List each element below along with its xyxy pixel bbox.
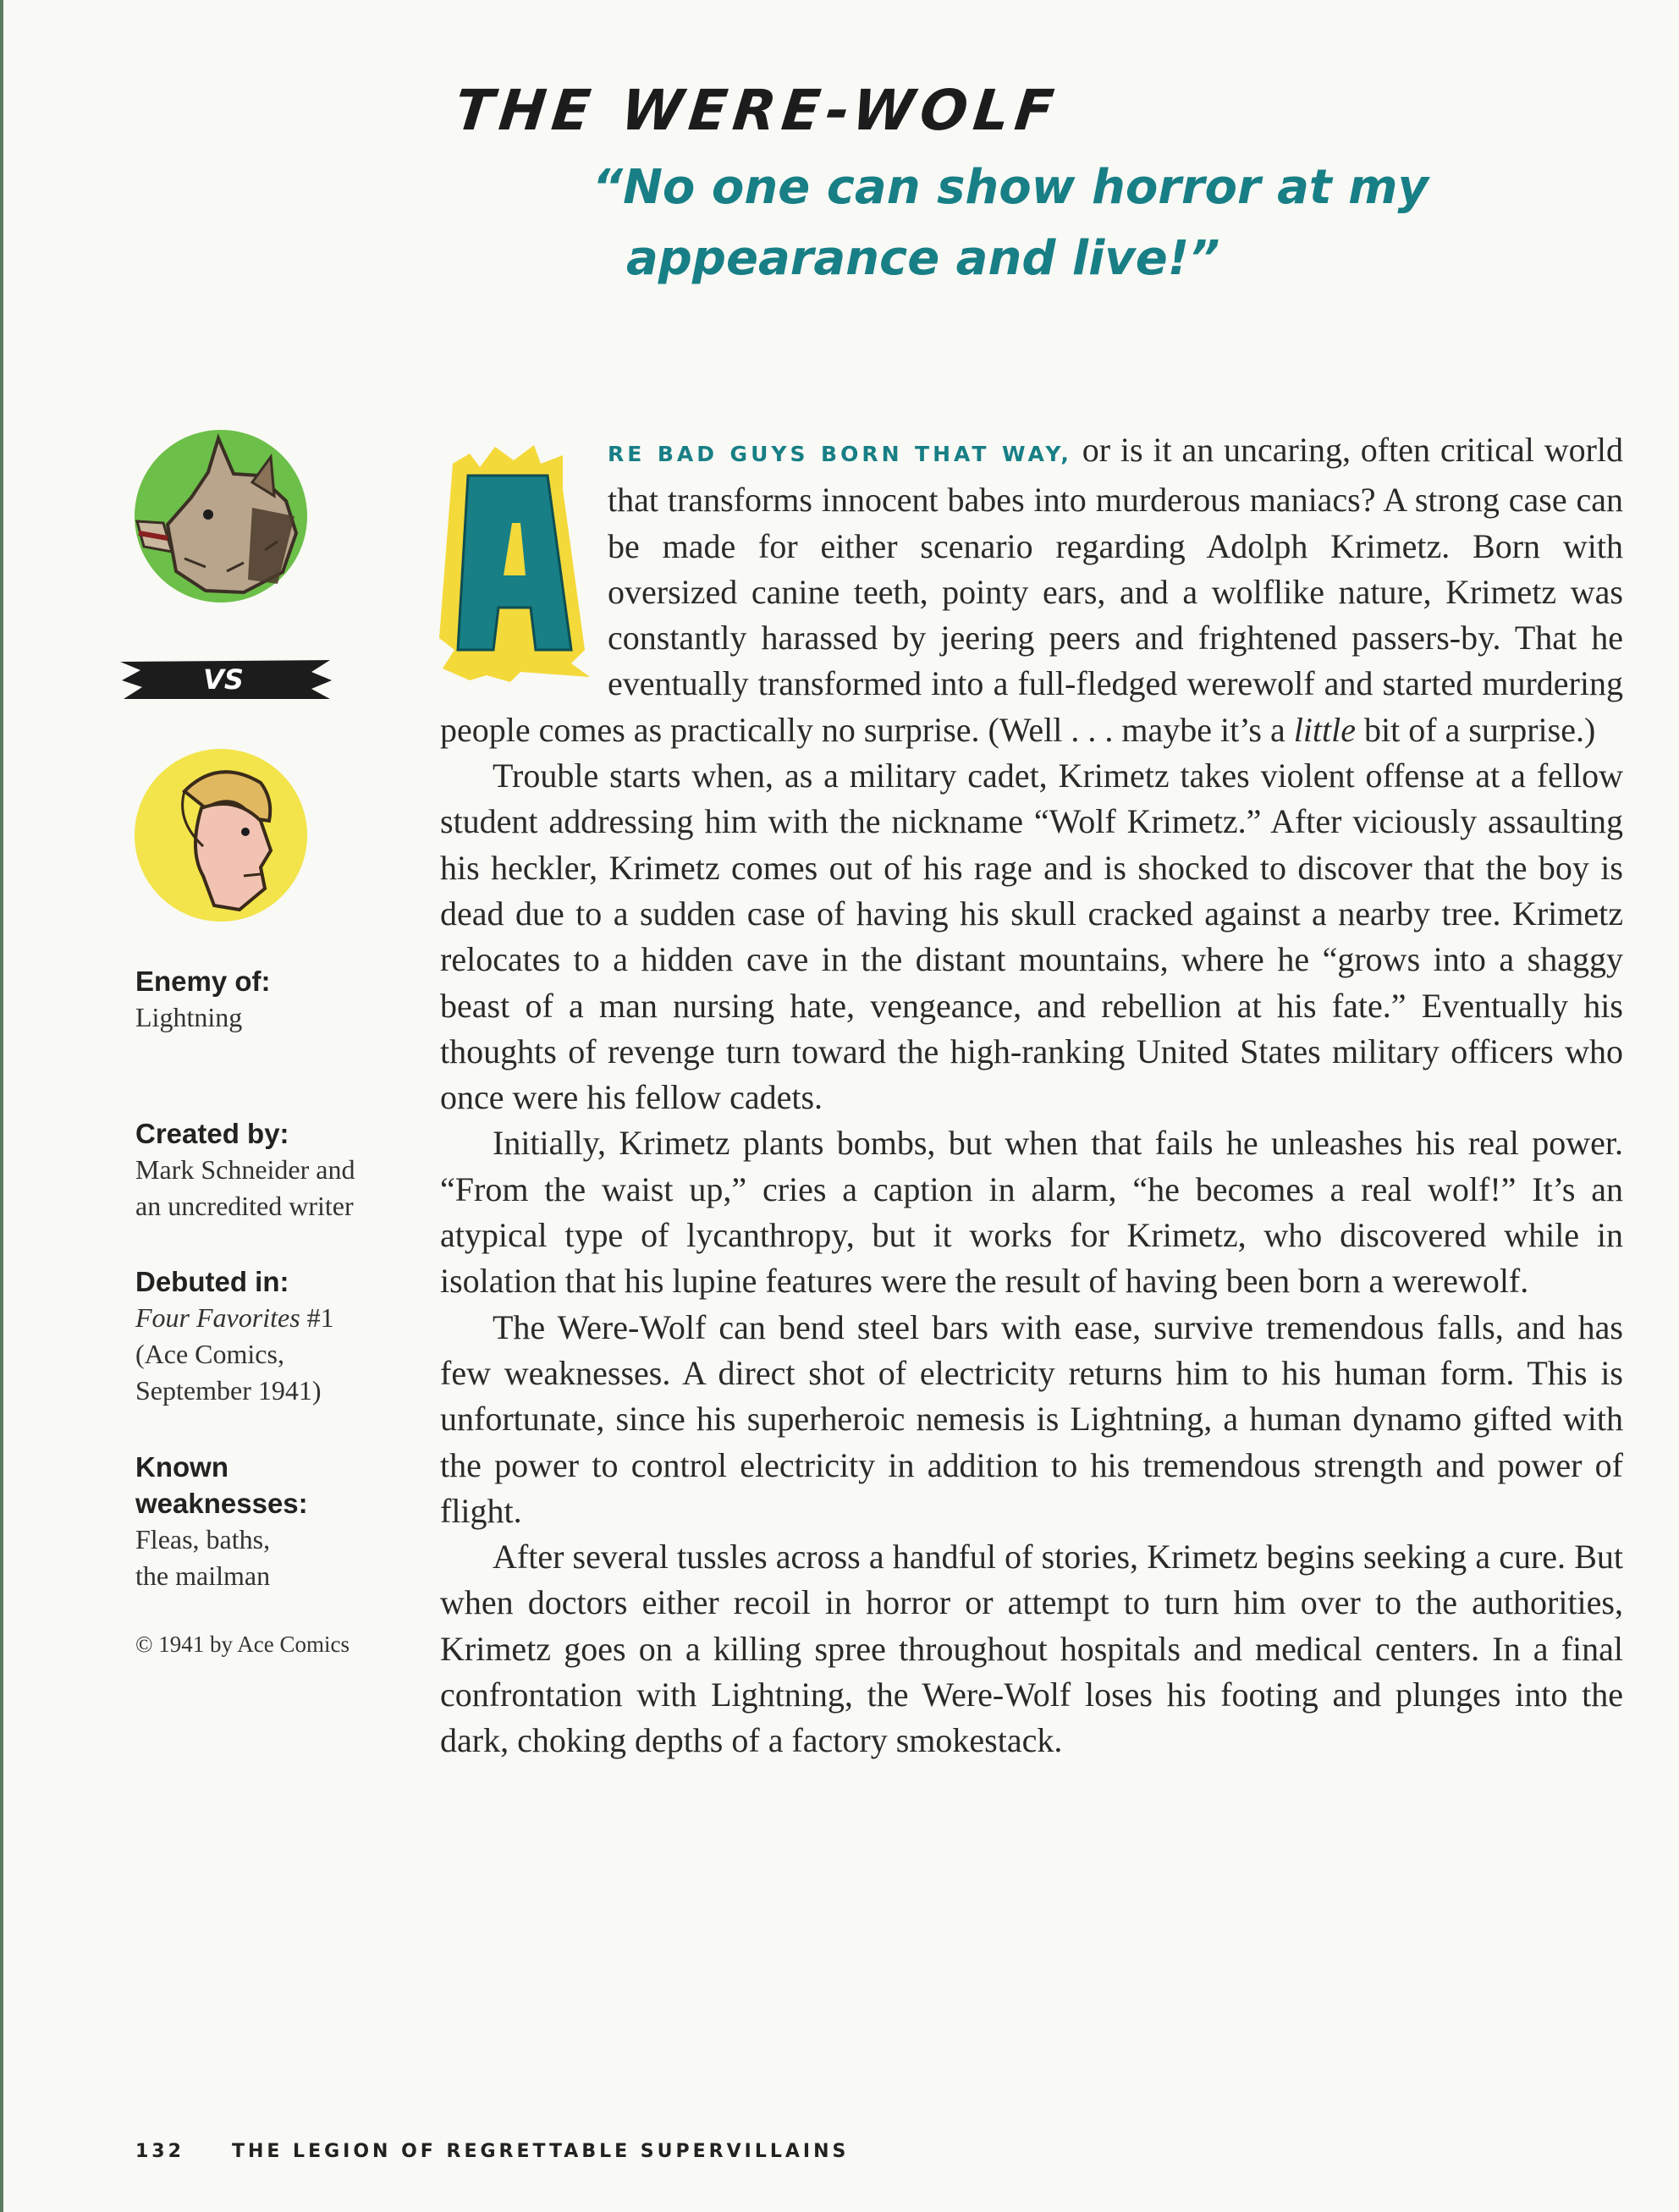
versus-banner-icon (115, 650, 335, 709)
wolf-head-icon (125, 423, 320, 605)
created-by-block (135, 1115, 423, 1224)
run-in-heading: RE BAD GUYS BORN THAT WAY, (608, 442, 1072, 466)
article-paragraph-2: Trouble starts when, as a military cadet, Krimetz takes violent offense at a fellow student addressing him with the nickname “Wolf Krimetz.” After viciously assaulting his heckler, Krimetz comes out of his rage and is shocked to discover that the boy is dead due to a sudden case of having his skull cracked against a nearby tree. Krimetz relocates to a hidden cave in the distant mountains, where he “grows into a shaggy beast of a man nursing hate, vengeance, and rebellion at his fate.” Eventually his thoughts of revenge turn toward the high-ranking United States military officers who once were his fellow cadets. (440, 757, 1623, 1117)
page-title: THE WERE-WOLF (451, 78, 1063, 143)
paragraph-1-emphasis: little (1293, 710, 1357, 749)
debuted-in-issue: #1 (300, 1302, 334, 1333)
article-paragraph-1 (440, 427, 1623, 753)
quote-line-2: appearance and live!” (626, 231, 1220, 286)
hero-head-icon (125, 740, 320, 935)
debuted-in-title: Four Favorites (135, 1302, 300, 1333)
page-edge-line (0, 0, 3, 2212)
debuted-in-label: Debuted in: (135, 1266, 289, 1297)
known-weaknesses-label-1: Known (135, 1451, 228, 1483)
article-body (440, 427, 1623, 1764)
quote-line-1: “No one can show horror at my (592, 160, 1429, 215)
book-title: THE LEGION OF REGRETTABLE SUPERVILLAINS (231, 2141, 850, 2162)
versus-label: VS (203, 663, 244, 696)
villain-quote (592, 152, 1608, 294)
article-paragraph-5: After several tussles across a handful of stories, Krimetz begins seeking a cure. But when doctors either recoil in horror or attempt to turn him over to the authorities, Krimetz goes on a killing spree throughout hospitals and medical centers. In a final confrontation with Lightning, the Were-Wolf loses his footing and plunges into the dark, choking depths of a factory smokestack. (440, 1538, 1623, 1760)
page-footer (135, 2141, 849, 2162)
created-by-line-1: Mark Schneider and (135, 1154, 355, 1185)
paragraph-1-text-b: bit of a surprise.) (1356, 710, 1596, 749)
created-by-label: Created by: (135, 1118, 289, 1149)
created-by-line-2: an uncredited writer (135, 1191, 354, 1221)
known-weaknesses-block (135, 1449, 423, 1594)
enemy-of-value: Lightning (135, 1002, 243, 1032)
enemy-of-block (135, 963, 423, 1036)
debuted-in-block (135, 1263, 423, 1409)
known-weaknesses-line-2: the mailman (135, 1560, 271, 1591)
article-paragraph-3: Initially, Krimetz plants bombs, but when that fails he unleashes his real power. “From the waist up,” cries a caption in alarm, “he becomes a real wolf!” It’s an atypical type of lycanthropy, but it works for Krimetz, who discovered while in isolation that his lupine features were the result of having been born a werewolf. (440, 1124, 1623, 1301)
known-weaknesses-line-1: Fleas, baths, (135, 1524, 271, 1554)
page-number: 132 (135, 2141, 184, 2162)
article-paragraph-4: The Were-Wolf can bend steel bars with ease, survive tremendous falls, and has few weaknesses. A direct shot of electricity returns him to his human form. This is unfortunate, since his superheroic nemesis is Lightning, a human dynamo gifted with the power to control electricity in addition to his tremendous strength and power of flight. (440, 1307, 1623, 1530)
debuted-in-line-2: (Ace Comics, (135, 1339, 284, 1369)
known-weaknesses-label-2: weaknesses: (135, 1488, 308, 1519)
enemy-of-label: Enemy of: (135, 966, 271, 997)
copyright-notice: © 1941 by Ace Comics (135, 1631, 350, 1657)
paragraph-1-text-a: or is it an uncaring, often critical world that transforms innocent babes into murderous maniacs? A strong case can be made for either scenario regarding Adolph Krimetz. Born with oversized canine teeth, pointy ears, and a wolflike nature, Krimetz was constantly harassed by jeering peers and frightened passers-by. That he eventually transformed into a full-fledged werewolf and started murdering people comes as practically no surprise. (Well . . . maybe it’s a (440, 431, 1624, 749)
debuted-in-line-3: September 1941) (135, 1375, 322, 1406)
debuted-in-line-1 (135, 1300, 423, 1336)
